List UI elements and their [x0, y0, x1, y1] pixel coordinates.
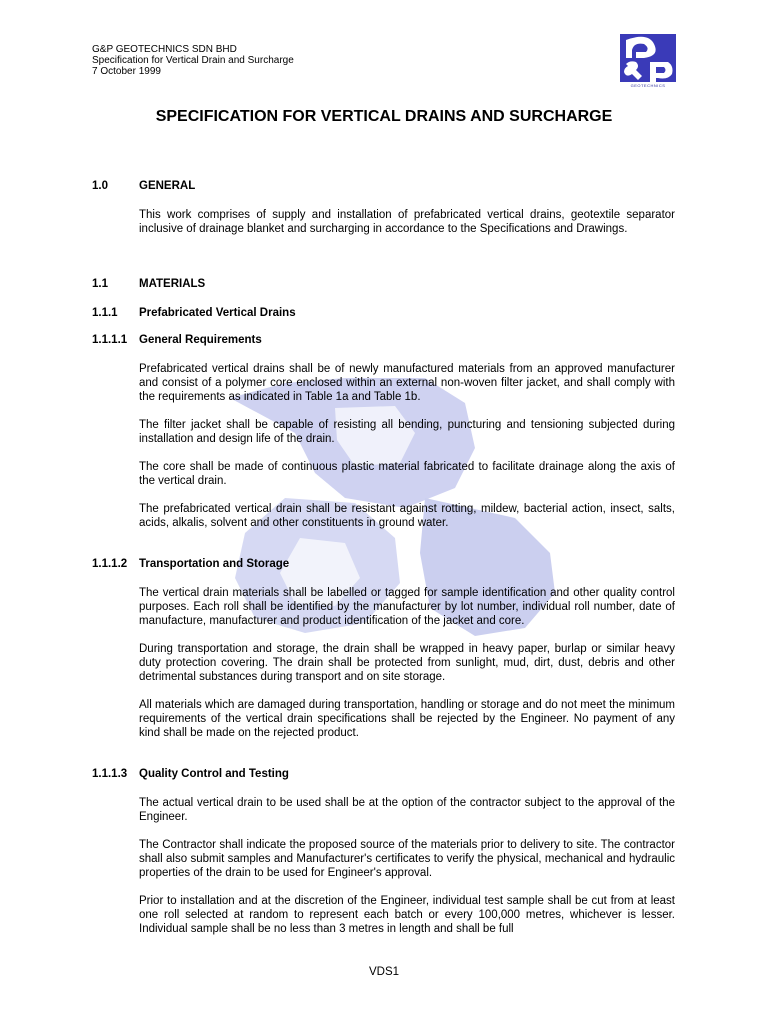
- section-title: Quality Control and Testing: [139, 768, 289, 780]
- section-number: 1.1: [92, 278, 108, 290]
- paragraph-transportation-1: The vertical drain materials shall be labelled or tagged for sample identification and other quality control purposes. Each roll shall be identified by the manufacturer by lot number, individual roll number, date of manufacture, manufacturer and product identification of the jacket and core.: [139, 587, 675, 627]
- document-title: SPECIFICATION FOR VERTICAL DRAINS AND SURCHARGE: [155, 108, 613, 125]
- section-title: General Requirements: [139, 334, 262, 346]
- page-number: VDS1: [368, 966, 400, 978]
- document-header: [92, 44, 294, 77]
- paragraph-requirements-1: Prefabricated vertical drains shall be of newly manufactured materials from an approved manufacturer and consist of a polymer core enclosed within an external non-woven filter jacket, and shall comply with the requirements as indicated in Table 1a and Table 1b.: [139, 363, 675, 403]
- paragraph-quality-1: The actual vertical drain to be used shall be at the option of the contractor subject to the approval of the Engineer.: [139, 797, 675, 823]
- section-number: 1.1.1: [92, 307, 118, 319]
- section-number: 1.1.1.2: [92, 558, 128, 570]
- document-date: 7 October 1999: [92, 66, 161, 77]
- section-title: MATERIALS: [139, 278, 206, 290]
- section-number: 1.1.1.3: [92, 768, 128, 780]
- document-subtitle: Specification for Vertical Drain and Surcharge: [92, 55, 294, 66]
- section-number: 1.1.1.1: [92, 334, 128, 346]
- paragraph-transportation-3: All materials which are damaged during transportation, handling or storage and do not meet the minimum requirements of the vertical drain specifications shall be rejected by the Engineer. No payment of any kind shall be made on the rejected product.: [139, 699, 675, 739]
- paragraph-requirements-4: The prefabricated vertical drain shall be resistant against rotting, mildew, bacterial action, insect, salts, acids, alkalis, solvent and other constituents in ground water.: [139, 503, 675, 529]
- paragraph-requirements-3: The core shall be made of continuous plastic material fabricated to facilitate drainage along the axis of the vertical drain.: [139, 461, 675, 487]
- section-title: Prefabricated Vertical Drains: [139, 307, 296, 319]
- paragraph-general: This work comprises of supply and installation of prefabricated vertical drains, geotextile separator inclusive of drainage blanket and surcharging in accordance to the Specifications and Drawings.: [139, 209, 675, 235]
- paragraph-transportation-2: During transportation and storage, the drain shall be wrapped in heavy paper, burlap or similar heavy duty protection covering. The drain shall be protected from sunlight, mud, dirt, dust, debris and other detrimental substances during transport and on site storage.: [139, 643, 675, 683]
- company-logo: [620, 34, 676, 88]
- section-number: 1.0: [92, 180, 108, 192]
- company-name: G&P GEOTECHNICS SDN BHD: [92, 44, 237, 55]
- paragraph-quality-3: Prior to installation and at the discretion of the Engineer, individual test sample shall be cut from at least one roll selected at random to represent each batch or every 100,000 metres, whichever is lesser. Individual sample shall be no less than 3 metres in length and shall be full: [139, 895, 675, 935]
- section-title: GENERAL: [139, 180, 196, 192]
- section-title: Transportation and Storage: [139, 558, 290, 570]
- logo-caption: GEOTECHNICS: [630, 83, 666, 88]
- paragraph-quality-2: The Contractor shall indicate the proposed source of the materials prior to delivery to site. The contractor shall also submit samples and Manufacturer's certificates to verify the physical, mechanical and hydraulic properties of the drain to be used for Engineer's approval.: [139, 839, 675, 879]
- paragraph-requirements-2: The filter jacket shall be capable of resisting all bending, puncturing and tensioning subjected during installation and design life of the drain.: [139, 419, 675, 445]
